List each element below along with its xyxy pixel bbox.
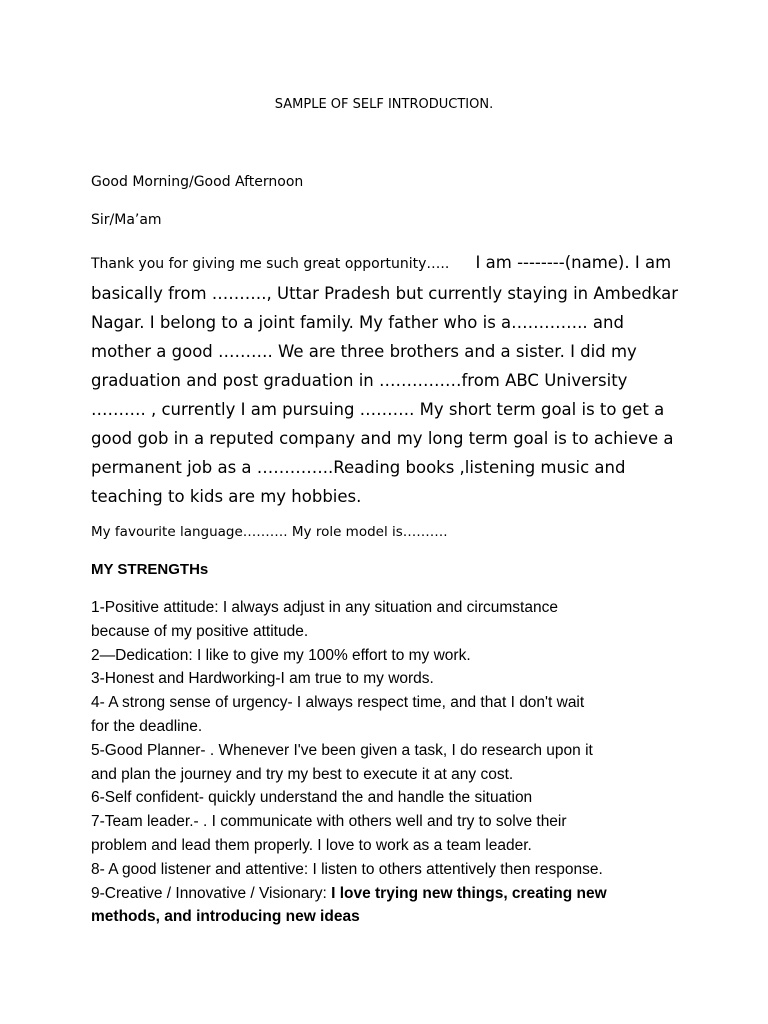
intro-paragraph — [91, 248, 691, 511]
strength-line: 3-Honest and Hardworking-I am true to my words. — [91, 670, 434, 688]
strength-9-prefix: 9-Creative / Innovative / Visionary: — [91, 884, 332, 902]
intro-line: good gob in a reputed company and my long term goal is to achieve a — [91, 429, 674, 448]
strength-line: 8- A good listener and attentive: I listen to others attentively then response. — [91, 860, 603, 878]
strength-line: 7-Team leader.- . I communicate with others well and try to solve their — [91, 813, 567, 831]
favourite-line: My favourite language………. My role model is………. — [91, 524, 448, 540]
intro-line: permanent job as a …………..Reading books ,listening music and — [91, 458, 626, 477]
strength-line: 6-Self confident- quickly understand the and handle the situation — [91, 789, 533, 807]
document-title: SAMPLE OF SELF INTRODUCTION. — [274, 97, 494, 112]
strengths-heading: MY STRENGTHs — [91, 561, 209, 578]
intro-line: ………. , currently I am pursuing ………. My short term goal is to get a — [91, 400, 665, 419]
intro-line: mother a good ………. We are three brothers and a sister. I did my — [91, 342, 637, 361]
strength-line: problem and lead them properly. I love to work as a team leader. — [91, 836, 532, 854]
strength-line: because of my positive attitude. — [91, 622, 309, 640]
strength-line: 1-Positive attitude: I always adjust in any situation and circumstance — [91, 599, 558, 616]
strength-line: 2—Dedication: I like to give my 100% effort to my work. — [91, 646, 471, 664]
strength-line: and plan the journey and try my best to execute it at any cost. — [91, 765, 514, 783]
strength-line: 4- A strong sense of urgency- I always respect time, and that I don't wait — [91, 694, 585, 712]
intro-name-clause: I am --------(name). I am — [475, 253, 672, 272]
intro-line: Nagar. I belong to a joint family. My father who is a………….. and — [91, 313, 624, 332]
strength-9-bold: I love trying new things, creating new — [331, 884, 607, 902]
greeting-text: Good Morning/Good Afternoon — [91, 174, 304, 190]
strengths-list — [91, 596, 691, 929]
strength-9-bold-continued: methods, and introducing new ideas — [91, 908, 360, 926]
strength-line: for the deadline. — [91, 717, 203, 735]
strength-9-line — [91, 882, 691, 906]
intro-line: basically from ………., Uttar Pradesh but currently staying in Ambedkar — [91, 284, 679, 303]
intro-line-1 — [91, 248, 691, 279]
intro-opening: Thank you for giving me such great opportunity….. — [91, 256, 450, 272]
strength-line: 5-Good Planner- . Whenever I've been given a task, I do research upon it — [91, 741, 593, 759]
intro-line: teaching to kids are my hobbies. — [91, 487, 362, 506]
salutation-text: Sir/Ma’am — [91, 212, 162, 228]
intro-line: graduation and post graduation in ……………from ABC University — [91, 371, 628, 390]
